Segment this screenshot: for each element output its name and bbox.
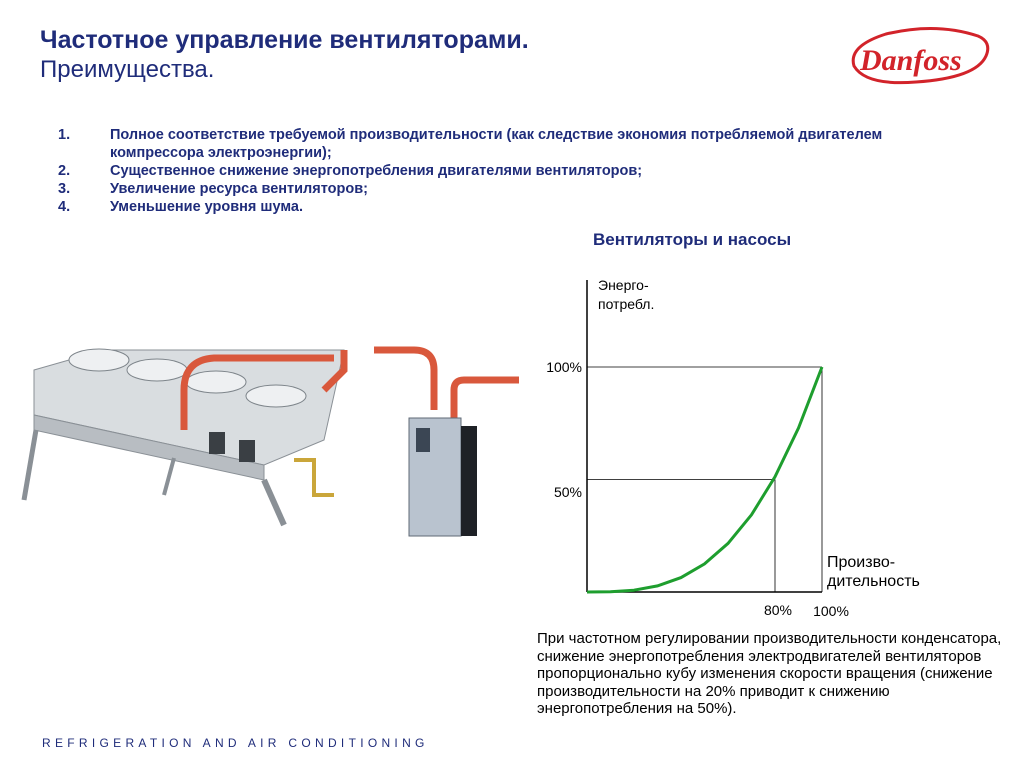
page-subtitle: Преимущества. [40,56,215,83]
item-text: Полное соответствие требуемой производительности (как следствие экономия потребляемой двигателем компрессора электроэнергии); [110,127,883,161]
x-tick-label: 80% [763,602,793,618]
chart-title: Вентиляторы и насосы [593,230,792,249]
x-axis-label: дительность [827,573,920,590]
item-number: 2. [58,163,71,179]
x-tick-label: 100% [813,603,849,619]
y-axis-label: потребл. [598,296,655,312]
footer-tagline: REFRIGERATION AND AIR CONDITIONING [42,736,429,750]
y-axis-label: Энерго- [598,277,649,293]
item-text: Существенное снижение энергопотребления двигателями вентиляторов; [110,163,643,179]
y-tick-label: 50% [553,484,582,500]
power-vs-capacity-chart [530,270,970,625]
y-tick-label: 100% [546,359,582,375]
item-text: Уменьшение уровня шума. [110,199,304,215]
list-item [58,180,938,198]
advantages-list [58,126,938,216]
danfoss-logo [846,26,992,88]
x-axis-label: Произво- [827,554,896,571]
item-text: Увеличение ресурса вентиляторов; [110,181,368,197]
svg-text:Danfoss: Danfoss [860,44,962,77]
item-number: 1. [58,127,71,143]
condenser-with-frequency-drive-illustration [14,330,534,560]
item-number: 3. [58,181,71,197]
page-title: Частотное управление вентиляторами. [40,26,529,54]
list-item [58,198,938,216]
list-item [58,162,938,180]
frequency-converter [409,418,477,536]
list-item [58,126,938,162]
item-number: 4. [58,199,71,215]
chart-description: При частотном регулировании производительности конденсатора, снижение энергопотребления электродвигателей вентиляторов пропорционально кубу изменения скорости вращения (снижение производительности на 20% приводит к снижению энергопотребления на 50%). [537,630,1002,717]
